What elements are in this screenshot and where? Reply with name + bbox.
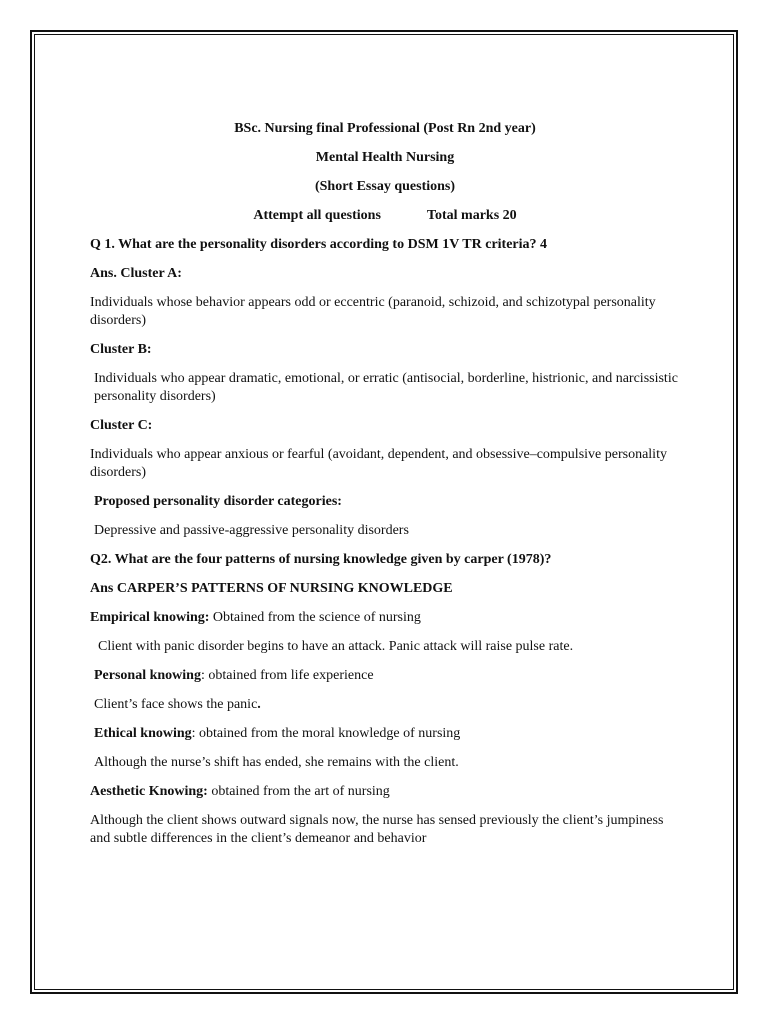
proposed-categories-label: Proposed personality disorder categories: (94, 494, 342, 509)
cluster-b-label: Cluster B: (90, 342, 152, 357)
question-1: Q 1. What are the personality disorders according to DSM 1V TR criteria? 4 (90, 237, 548, 252)
personal-example (90, 696, 680, 714)
cluster-a-text: Individuals whose behavior appears odd or eccentric (paranoid, schizoid, and schizotypal personality disorders) (90, 295, 656, 328)
answer-1-label: Ans. Cluster A: (90, 266, 182, 281)
aesthetic-example: Although the client shows outward signals now, the nurse has sensed previously the client’s jumpiness and subtle differences in the client’s demeanor and behavior (90, 813, 664, 846)
total-marks: Total marks 20 (426, 208, 517, 223)
empirical-example: Client with panic disorder begins to have an attack. Panic attack will raise pulse rate. (98, 639, 574, 654)
ethical-example: Although the nurse’s shift has ended, she remains with the client. (94, 755, 459, 770)
empirical-text: Obtained from the science of nursing (209, 610, 421, 625)
document-body (90, 120, 680, 859)
personal-knowing (90, 667, 680, 685)
personal-example-period: . (257, 697, 261, 712)
aesthetic-text: obtained from the art of nursing (207, 784, 390, 799)
cluster-c-text: Individuals who appear anxious or fearful (avoidant, dependent, and obsessive–compulsive personality disorders) (90, 447, 667, 480)
personal-example-text: Client’s face shows the panic (94, 697, 258, 712)
attempt-instruction: Attempt all questions (253, 208, 381, 223)
exam-title: BSc. Nursing final Professional (Post Rn 2nd year) (234, 121, 536, 136)
exam-meta (90, 207, 680, 225)
empirical-label: Empirical knowing: (90, 610, 210, 625)
empirical-knowing (90, 609, 680, 627)
question-2: Q2. What are the four patterns of nursing knowledge given by carper (1978)? (90, 552, 552, 567)
aesthetic-knowing (90, 783, 680, 801)
personal-text: : obtained from life experience (200, 668, 374, 683)
cluster-b-text: Individuals who appear dramatic, emotional, or erratic (antisocial, borderline, histrionic, and narcissistic personality disorders) (94, 371, 678, 404)
proposed-categories-text: Depressive and passive-aggressive personality disorders (94, 523, 409, 538)
aesthetic-label: Aesthetic Knowing: (90, 784, 208, 799)
ethical-text: : obtained from the moral knowledge of nursing (191, 726, 461, 741)
answer-2-heading: Ans CARPER’S PATTERNS OF NURSING KNOWLEDGE (90, 581, 453, 596)
ethical-knowing (90, 725, 680, 743)
question-type: (Short Essay questions) (314, 179, 456, 194)
personal-label: Personal knowing (94, 668, 201, 683)
cluster-c-label: Cluster C: (90, 418, 153, 433)
ethical-label: Ethical knowing (94, 726, 192, 741)
subject-title: Mental Health Nursing (315, 150, 455, 165)
